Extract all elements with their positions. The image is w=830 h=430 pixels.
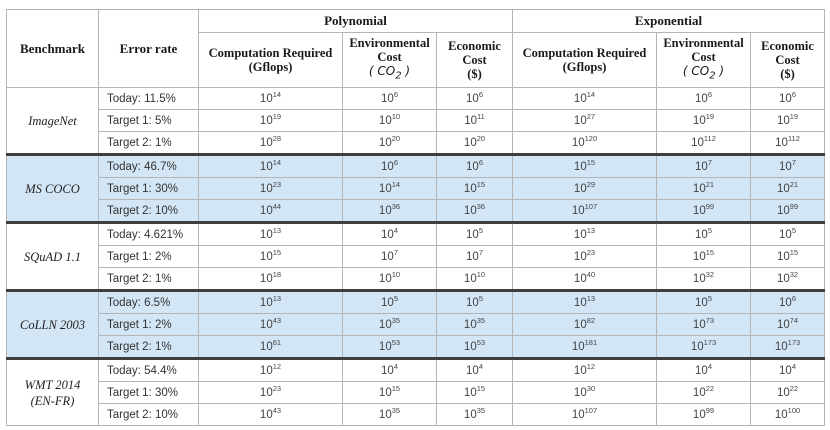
- poly-economic-cell: $10^{53}$: [437, 336, 513, 359]
- exp-computation-cell: $10^{29}$: [513, 178, 657, 200]
- exp-computation-cell: $10^{14}$: [513, 88, 657, 110]
- exp-environmental-cell: $10^{21}$: [657, 178, 751, 200]
- poly-computation-cell: $10^{19}$: [199, 110, 343, 132]
- benchmark-header: Benchmark: [7, 10, 99, 88]
- poly-computation-cell: $10^{43}$: [199, 314, 343, 336]
- exponent: 5: [707, 293, 712, 303]
- exponent: 15: [476, 179, 486, 189]
- exponent: 18: [272, 269, 282, 279]
- exponent: 10: [391, 269, 401, 279]
- poly-economic-cell: $10^6$: [437, 88, 513, 110]
- exponent: 173: [787, 337, 801, 347]
- exp-environmental-cell: $10^{15}$: [657, 246, 751, 268]
- exponent: 7: [478, 247, 483, 257]
- benchmark-name: [7, 359, 99, 426]
- exponent: 99: [705, 201, 715, 211]
- poly-economic-cell: $10^6$: [437, 155, 513, 178]
- exponent: 21: [789, 179, 799, 189]
- error-rate-cell: Target 1: 30%: [99, 382, 199, 404]
- exponent: 21: [705, 179, 715, 189]
- exp-economic-cell: $10^6$: [751, 291, 825, 314]
- poly-computation-cell: $10^{15}$: [199, 246, 343, 268]
- exponent: 13: [272, 293, 282, 303]
- exp-computation-cell: $10^{27}$: [513, 110, 657, 132]
- exp-environmental-cell: $10^4$: [657, 359, 751, 382]
- poly-environmental-cell: $10^{15}$: [343, 382, 437, 404]
- exp-environmental-cell: $10^{32}$: [657, 268, 751, 291]
- exponent: 35: [391, 405, 401, 415]
- table-row: [7, 178, 825, 200]
- table-row: [7, 110, 825, 132]
- exponent: 23: [586, 247, 596, 257]
- poly-environmental-cell: $10^6$: [343, 155, 437, 178]
- exponential-header: Exponential: [513, 10, 825, 33]
- exponent: 82: [586, 315, 596, 325]
- exponent: 14: [272, 157, 282, 167]
- exp-computation-cell: $10^{82}$: [513, 314, 657, 336]
- poly-environmental-cell: $10^{35}$: [343, 404, 437, 426]
- exp-economic-cell: $10^4$: [751, 359, 825, 382]
- benchmark-name-line: CoLLN 2003: [20, 317, 85, 332]
- poly-computation-cell: $10^{23}$: [199, 382, 343, 404]
- exponent: 107: [584, 405, 598, 415]
- table-row: [7, 404, 825, 426]
- exponent: 6: [791, 89, 796, 99]
- poly-environmental-header: Environmental Cost ( $CO_2$ ): [343, 33, 437, 88]
- error-rate-cell: Today: 11.5%: [99, 88, 199, 110]
- exponent: 5: [791, 225, 796, 235]
- poly-computation-header: Computation Required (Gflops): [199, 33, 343, 88]
- exponent: 15: [789, 247, 799, 257]
- exponent: 35: [476, 315, 486, 325]
- exponent: 99: [705, 405, 715, 415]
- exp-environmental-cell: $10^5$: [657, 223, 751, 246]
- poly-economic-header: Economic Cost ($): [437, 33, 513, 88]
- exponent: 15: [476, 383, 486, 393]
- poly-environmental-cell: $10^{20}$: [343, 132, 437, 155]
- exp-economic-cell: $10^{100}$: [751, 404, 825, 426]
- poly-computation-cell: $10^{28}$: [199, 132, 343, 155]
- poly-environmental-cell: $10^{14}$: [343, 178, 437, 200]
- exponent: 5: [478, 225, 483, 235]
- exponent: 22: [789, 383, 799, 393]
- exponent: 35: [391, 315, 401, 325]
- exp-economic-cell: $10^{22}$: [751, 382, 825, 404]
- poly-economic-cell: $10^7$: [437, 246, 513, 268]
- poly-computation-cell: $10^{18}$: [199, 268, 343, 291]
- exponent: 22: [705, 383, 715, 393]
- exponent: 27: [586, 111, 596, 121]
- exp-computation-cell: $10^{40}$: [513, 268, 657, 291]
- exp-computation-cell: $10^{12}$: [513, 359, 657, 382]
- exponent: 120: [584, 133, 598, 143]
- exponent: 14: [586, 89, 596, 99]
- exp-environmental-cell: $10^{99}$: [657, 404, 751, 426]
- exponent: 10: [391, 111, 401, 121]
- exponent: 15: [586, 157, 596, 167]
- exponent: 13: [272, 225, 282, 235]
- poly-economic-cell: $10^{35}$: [437, 314, 513, 336]
- exp-environmental-cell: $10^6$: [657, 88, 751, 110]
- exp-economic-cell: $10^5$: [751, 223, 825, 246]
- table-body: [7, 88, 825, 426]
- exponent: 6: [393, 89, 398, 99]
- benchmark-name-line: SQuAD 1.1: [24, 249, 81, 264]
- poly-economic-cell: $10^{35}$: [437, 404, 513, 426]
- exp-environmental-cell: $10^5$: [657, 291, 751, 314]
- poly-computation-cell: $10^{44}$: [199, 200, 343, 223]
- exponent: 173: [703, 337, 717, 347]
- exponent: 100: [787, 405, 801, 415]
- error-rate-cell: Today: 6.5%: [99, 291, 199, 314]
- exponent: 4: [791, 361, 796, 371]
- poly-environmental-cell: $10^6$: [343, 88, 437, 110]
- error-rate-cell: Target 1: 2%: [99, 246, 199, 268]
- table-row: [7, 359, 825, 382]
- exp-economic-cell: $10^{21}$: [751, 178, 825, 200]
- exponent: 12: [586, 361, 596, 371]
- exponent: 5: [707, 225, 712, 235]
- benchmark-name: [7, 88, 99, 155]
- exp-economic-cell: $10^{99}$: [751, 200, 825, 223]
- exp-economic-cell: $10^{15}$: [751, 246, 825, 268]
- exp-environmental-cell: $10^{112}$: [657, 132, 751, 155]
- exp-economic-header: Economic Cost ($): [751, 33, 825, 88]
- exp-economic-cell: $10^{32}$: [751, 268, 825, 291]
- exponent: 112: [787, 133, 800, 143]
- error-rate-cell: Today: 46.7%: [99, 155, 199, 178]
- error-rate-cell: Target 2: 10%: [99, 200, 199, 223]
- exponent: 15: [391, 383, 401, 393]
- poly-environmental-cell: $10^{10}$: [343, 110, 437, 132]
- poly-environmental-cell: $10^{35}$: [343, 314, 437, 336]
- poly-economic-cell: $10^{11}$: [437, 110, 513, 132]
- table-row: [7, 291, 825, 314]
- poly-economic-cell: $10^{15}$: [437, 382, 513, 404]
- exponent: 36: [476, 201, 486, 211]
- exp-economic-cell: $10^{19}$: [751, 110, 825, 132]
- error-rate-cell: Target 1: 2%: [99, 314, 199, 336]
- benchmark-name-line: (EN-FR): [30, 393, 75, 408]
- exponent: 28: [272, 133, 282, 143]
- benchmark-name: [7, 223, 99, 291]
- exp-environmental-cell: $10^{99}$: [657, 200, 751, 223]
- exp-computation-header: Computation Required (Gflops): [513, 33, 657, 88]
- exp-computation-cell: $10^{107}$: [513, 404, 657, 426]
- exponent: 12: [272, 361, 282, 371]
- exp-environmental-header: Environmental Cost ( $CO_2$ ): [657, 33, 751, 88]
- table-row: [7, 246, 825, 268]
- benchmark-name: [7, 291, 99, 359]
- exp-computation-cell: $10^{13}$: [513, 223, 657, 246]
- table-row: [7, 314, 825, 336]
- poly-computation-cell: $10^{13}$: [199, 223, 343, 246]
- exponent: 7: [393, 247, 398, 257]
- exponent: 23: [272, 179, 282, 189]
- poly-computation-cell: $10^{61}$: [199, 336, 343, 359]
- exponent: 19: [705, 111, 715, 121]
- exp-computation-cell: $10^{23}$: [513, 246, 657, 268]
- exponent: 44: [272, 201, 282, 211]
- exponent: 53: [476, 337, 486, 347]
- table-row: [7, 132, 825, 155]
- poly-environmental-cell: $10^5$: [343, 291, 437, 314]
- exponent: 6: [393, 157, 398, 167]
- benchmark-name-line: WMT 2014: [24, 377, 81, 392]
- exponent: 74: [789, 315, 799, 325]
- poly-computation-cell: $10^{43}$: [199, 404, 343, 426]
- exponent: 4: [478, 361, 483, 371]
- poly-computation-cell: $10^{13}$: [199, 291, 343, 314]
- poly-economic-cell: $10^5$: [437, 223, 513, 246]
- exponent: 5: [393, 293, 398, 303]
- exponent: 6: [707, 89, 712, 99]
- exp-environmental-cell: $10^{19}$: [657, 110, 751, 132]
- exp-environmental-cell: $10^{22}$: [657, 382, 751, 404]
- exponent: 40: [586, 269, 596, 279]
- exp-environmental-cell: $10^{73}$: [657, 314, 751, 336]
- exponent: 14: [391, 179, 401, 189]
- exp-economic-cell: $10^7$: [751, 155, 825, 178]
- poly-environmental-cell: $10^{10}$: [343, 268, 437, 291]
- exp-computation-cell: $10^{181}$: [513, 336, 657, 359]
- exponent: 61: [272, 337, 282, 347]
- exponent: 19: [789, 111, 799, 121]
- exp-economic-cell: $10^6$: [751, 88, 825, 110]
- compute-cost-table: [6, 9, 825, 426]
- table-container: [6, 9, 824, 426]
- exp-computation-cell: $10^{120}$: [513, 132, 657, 155]
- exponent: 7: [791, 157, 796, 167]
- exponent: 6: [791, 293, 796, 303]
- error-rate-cell: Target 2: 1%: [99, 132, 199, 155]
- exp-computation-cell: $10^{15}$: [513, 155, 657, 178]
- poly-environmental-cell: $10^7$: [343, 246, 437, 268]
- exponent: 112: [703, 133, 716, 143]
- error-rate-cell: Today: 4.621%: [99, 223, 199, 246]
- exponent: 6: [478, 157, 483, 167]
- error-rate-cell: Target 1: 5%: [99, 110, 199, 132]
- exp-computation-cell: $10^{13}$: [513, 291, 657, 314]
- exponent: 30: [586, 383, 596, 393]
- table-row: [7, 88, 825, 110]
- exponent: 13: [586, 225, 596, 235]
- exponent: 181: [584, 337, 598, 347]
- poly-computation-cell: $10^{14}$: [199, 88, 343, 110]
- poly-environmental-cell: $10^{53}$: [343, 336, 437, 359]
- poly-economic-cell: $10^5$: [437, 291, 513, 314]
- exponent: 73: [705, 315, 715, 325]
- exponent: 14: [272, 89, 282, 99]
- table-row: [7, 200, 825, 223]
- poly-economic-cell: $10^{36}$: [437, 200, 513, 223]
- exp-economic-cell: $10^{74}$: [751, 314, 825, 336]
- exponent: 43: [272, 315, 282, 325]
- exponent: 7: [707, 157, 712, 167]
- exp-economic-cell: $10^{112}$: [751, 132, 825, 155]
- exponent: 35: [476, 405, 486, 415]
- exp-environmental-cell: $10^7$: [657, 155, 751, 178]
- exponent: 20: [391, 133, 401, 143]
- error-rate-cell: Target 2: 1%: [99, 268, 199, 291]
- exponent: 19: [272, 111, 282, 121]
- poly-environmental-cell: $10^{36}$: [343, 200, 437, 223]
- polynomial-header: Polynomial: [199, 10, 513, 33]
- exponent: 43: [272, 405, 282, 415]
- exponent: 32: [789, 269, 799, 279]
- error-rate-header: Error rate: [99, 10, 199, 88]
- exponent: 20: [476, 133, 486, 143]
- table-row: [7, 336, 825, 359]
- exponent: 36: [391, 201, 401, 211]
- error-rate-cell: Target 2: 1%: [99, 336, 199, 359]
- exponent: 5: [478, 293, 483, 303]
- benchmark-name-line: MS COCO: [25, 181, 80, 196]
- exp-environmental-cell: $10^{173}$: [657, 336, 751, 359]
- exponent: 6: [478, 89, 483, 99]
- poly-economic-cell: $10^{20}$: [437, 132, 513, 155]
- exponent: 23: [272, 383, 282, 393]
- exponent: 4: [393, 361, 398, 371]
- exponent: 11: [477, 111, 485, 121]
- exponent: 15: [705, 247, 715, 257]
- exp-computation-cell: $10^{107}$: [513, 200, 657, 223]
- exponent: 10: [476, 269, 486, 279]
- exponent: 99: [789, 201, 799, 211]
- exponent: 4: [393, 225, 398, 235]
- poly-computation-cell: $10^{23}$: [199, 178, 343, 200]
- poly-computation-cell: $10^{14}$: [199, 155, 343, 178]
- table-row: [7, 268, 825, 291]
- poly-economic-cell: $10^{15}$: [437, 178, 513, 200]
- exp-economic-cell: $10^{173}$: [751, 336, 825, 359]
- poly-environmental-cell: $10^4$: [343, 359, 437, 382]
- poly-economic-cell: $10^4$: [437, 359, 513, 382]
- error-rate-cell: Target 2: 10%: [99, 404, 199, 426]
- exponent: 107: [584, 201, 598, 211]
- poly-economic-cell: $10^{10}$: [437, 268, 513, 291]
- exponent: 29: [586, 179, 596, 189]
- exponent: 53: [391, 337, 401, 347]
- exponent: 15: [272, 247, 282, 257]
- exponent: 13: [586, 293, 596, 303]
- exponent: 32: [705, 269, 715, 279]
- exponent: 4: [707, 361, 712, 371]
- poly-environmental-cell: $10^4$: [343, 223, 437, 246]
- poly-computation-cell: $10^{12}$: [199, 359, 343, 382]
- error-rate-cell: Target 1: 30%: [99, 178, 199, 200]
- benchmark-name: [7, 155, 99, 223]
- table-row: [7, 155, 825, 178]
- table-row: [7, 382, 825, 404]
- error-rate-cell: Today: 54.4%: [99, 359, 199, 382]
- exp-computation-cell: $10^{30}$: [513, 382, 657, 404]
- benchmark-name-line: ImageNet: [28, 113, 77, 128]
- table-row: [7, 223, 825, 246]
